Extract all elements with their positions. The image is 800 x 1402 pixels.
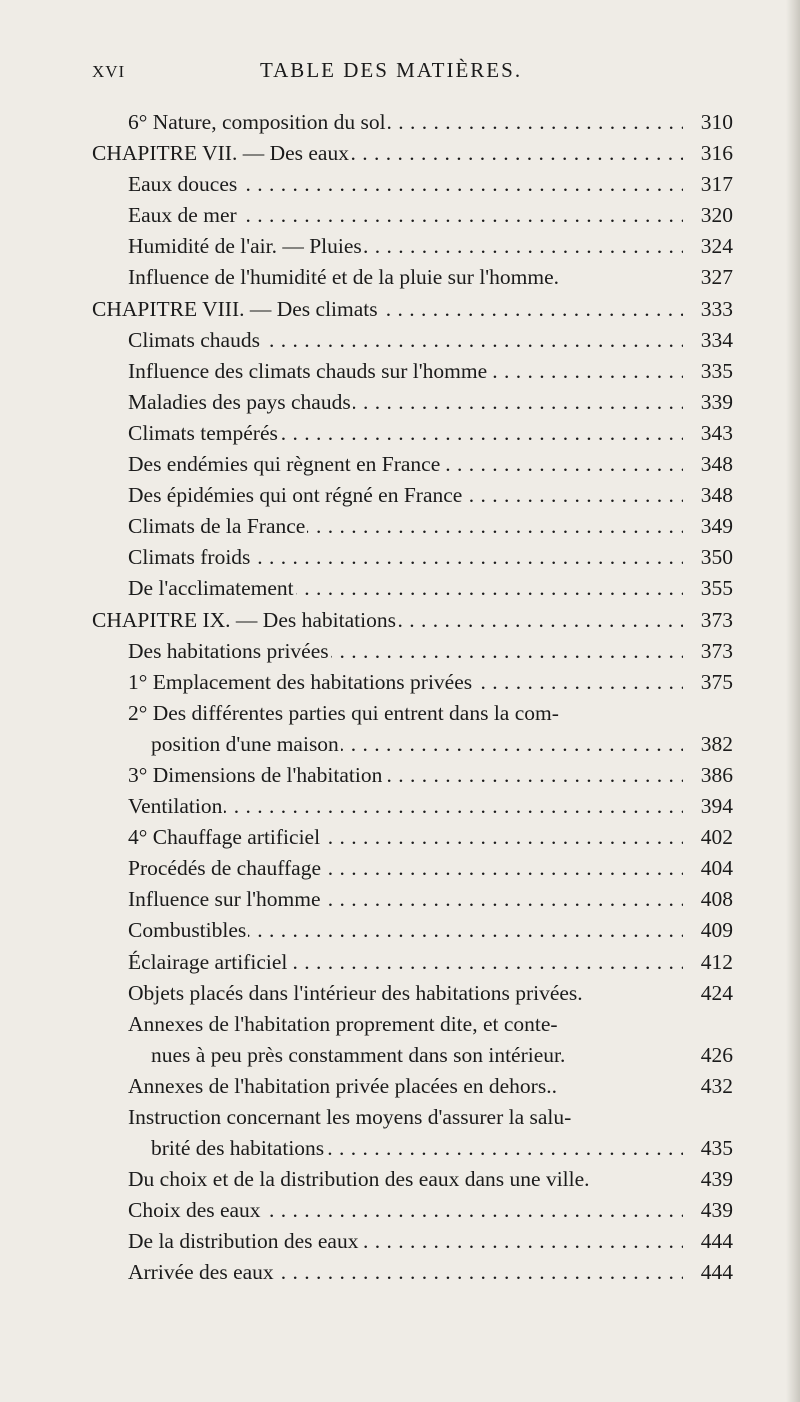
toc-page-number: 424 [700,980,733,1005]
toc-entry-text: CHAPITRE IX. — Des habitations [92,607,396,632]
page-header [92,58,732,88]
toc-entry-text: Objets placés dans l'intérieur des habitations privées. [128,980,583,1005]
toc-page-number: 373 [700,638,733,663]
toc-chapter-heading [0,138,800,169]
toc-entry [0,325,800,356]
toc-entry-title [128,698,683,729]
toc-entry-text: Des épidémies qui ont régné en France [128,483,463,508]
toc-entry-text: Annexes de l'habitation privée placées en dehors.. [128,1073,557,1098]
toc-page-number: 310 [700,110,733,134]
toc-page-number: 439 [700,1198,733,1223]
toc-entry-text: Climats froids [128,545,251,570]
toc-entry-text: Humidité de l'air. — Pluies [128,234,362,259]
toc-page-number: 435 [700,1136,733,1161]
toc-entry [0,791,800,822]
toc-chapter-heading [0,605,800,636]
toc-entry-text: Procédés de chauffage [128,856,322,881]
toc-entry-title [128,200,683,231]
toc-entry-text: Climats chauds [128,327,260,352]
toc-entry [0,729,800,760]
toc-entry-title [128,853,683,884]
toc-page-number: 320 [700,203,733,228]
toc-page-number: 339 [700,389,733,414]
toc-entry-title [128,884,683,915]
toc-entry-text: Ventilation [128,794,223,819]
toc-page-number: 348 [700,483,733,508]
toc-entry [0,356,800,387]
toc-entry-text: Climats tempérés [128,420,278,445]
toc-entry-text: Influence sur l'homme [128,887,321,912]
toc-entry [0,387,800,418]
toc-entry-title [128,915,683,946]
toc-entry [0,978,800,1009]
toc-page-number: 343 [700,420,733,445]
toc-entry-text: Influence des climats chauds sur l'homme [128,358,488,383]
toc-entry [0,262,800,293]
toc-entry-text: Des habitations privées [128,638,329,663]
toc-entry [0,449,800,480]
toc-entry [0,418,800,449]
toc-entry-title [128,262,683,293]
toc-entry-title [128,1009,683,1040]
toc-entry-text: De la distribution des eaux [128,1229,359,1254]
toc-entry [0,884,800,915]
toc-page-number: 439 [700,1167,733,1192]
toc-entry-title [151,1133,683,1164]
toc-page-number: 327 [700,265,733,290]
toc-entry-title [128,325,683,356]
toc-page-number: 349 [700,514,733,539]
toc-entry [0,1164,800,1195]
toc-entry-text: position d'une maison [151,731,339,756]
toc-entry [0,853,800,884]
toc-entry [0,1009,800,1040]
toc-entry-title [128,1071,683,1102]
toc-entry [0,1133,800,1164]
toc-entry-text: Éclairage artificiel [128,949,288,974]
toc-page-number: 350 [700,545,733,570]
toc-entry-title [128,760,683,791]
toc-page-number: 317 [700,172,733,197]
toc-entry-title [92,294,683,325]
toc-entry-title [128,480,683,511]
toc-entry-title [128,947,683,978]
toc-chapter-heading [0,294,800,325]
toc-entry [0,1071,800,1102]
toc-entry [0,231,800,262]
toc-entry [0,947,800,978]
toc-entry [0,1040,800,1071]
running-title: TABLE DES MATIÈRES. [260,58,523,82]
toc-page-number: 348 [700,452,733,477]
toc-entry-text: Du choix et de la distribution des eaux dans une ville. [128,1167,590,1192]
toc-page-number: 316 [700,141,733,166]
toc-entry-text: Instruction concernant les moyens d'assurer la salu- [128,1105,572,1129]
toc-entry-title [128,791,683,822]
toc-entry-text: brité des habitations [151,1136,325,1161]
toc-page-number: 394 [700,794,733,819]
toc-entry-title [128,511,683,542]
toc-entry-text: 1° Emplacement des habitations privées [128,669,473,694]
toc-entry-title [128,1195,683,1226]
toc-entry-text: 2° Des différentes parties qui entrent dans la com- [128,700,559,725]
toc-page-number: 409 [700,918,733,943]
toc-entry [0,636,800,667]
toc-page-number: 373 [700,607,733,632]
toc-entry-title [128,356,683,387]
toc-entry [0,107,800,138]
toc-entry-title [92,138,683,169]
toc-entry [0,1195,800,1226]
toc-entry-title [128,573,683,604]
toc-entry [0,915,800,946]
toc-page-number: 444 [700,1260,733,1285]
toc-page-number: 333 [700,296,733,321]
toc-page-number: 426 [700,1042,733,1067]
toc-entry-text: 3° Dimensions de l'habitation [128,762,383,787]
toc-entry-title [128,449,683,480]
toc-entry-title [128,1164,683,1195]
toc-page-number: 324 [700,234,733,259]
toc-entry-text: Eaux de mer [128,203,237,228]
toc-entry-text: Des endémies qui règnent en France [128,452,441,477]
toc-entry [0,822,800,853]
toc-page-number: 432 [700,1073,733,1098]
toc-entry [0,480,800,511]
toc-page-number: 386 [700,762,733,787]
toc-entry [0,169,800,200]
toc-entry-text: 6° Nature, composition du sol [128,110,386,134]
toc-entry-title [128,636,683,667]
toc-entry-title [128,107,683,138]
toc-page-number: 404 [700,856,733,881]
toc-page-number: 412 [700,949,733,974]
toc-entry-text: 4° Chauffage artificiel [128,825,321,850]
toc-entry-text: CHAPITRE VIII. — Des climats [92,296,378,321]
toc-entry-text: Climats de la France [128,514,306,539]
toc-page-number: 334 [700,327,733,352]
toc-entry-text: CHAPITRE VII. — Des eaux [92,141,349,166]
toc-entry [0,1226,800,1257]
toc-entry-title [128,1226,683,1257]
toc-entry-text: Combustibles [128,918,247,943]
toc-entry-title [92,605,683,636]
toc-entry-title [128,542,683,573]
toc-page-number: 382 [700,731,733,756]
toc-entry-title [128,667,683,698]
toc-page-number: 335 [700,358,733,383]
toc-page-number: 444 [700,1229,733,1254]
page-folio: XVI [92,62,126,81]
toc-entry [0,542,800,573]
toc-entry-title [128,978,683,1009]
toc-entry-title [128,169,683,200]
toc-entry-text: Influence de l'humidité et de la pluie sur l'homme. [128,265,560,290]
toc-page-number: 355 [700,576,733,601]
toc-entry-text: nues à peu près constamment dans son intérieur. [151,1042,566,1067]
toc-page-number: 375 [700,669,733,694]
toc-entry [0,667,800,698]
toc-entry [0,511,800,542]
toc-entry [0,1257,800,1288]
table-of-contents [0,107,800,1289]
toc-entry-text: Maladies des pays chauds [128,389,351,414]
toc-entry-text: Choix des eaux [128,1198,261,1223]
toc-entry [0,698,800,729]
toc-entry-title [151,729,683,760]
toc-entry-title [128,387,683,418]
toc-entry [0,760,800,791]
toc-entry-text: De l'acclimatement [128,576,294,601]
toc-entry [0,200,800,231]
toc-entry-title [151,1040,683,1071]
toc-entry-title [128,1102,683,1133]
toc-entry [0,1102,800,1133]
toc-entry-text: Annexes de l'habitation proprement dite, et conte- [128,1011,558,1036]
toc-entry-title [128,231,683,262]
toc-entry-text: Eaux douces [128,172,238,197]
toc-entry-title [128,1257,683,1288]
toc-page-number: 402 [700,825,733,850]
toc-entry-text: Arrivée des eaux [128,1260,274,1285]
toc-page-number: 408 [700,887,733,912]
toc-entry-title [128,822,683,853]
toc-entry-title [128,418,683,449]
toc-entry [0,573,800,604]
